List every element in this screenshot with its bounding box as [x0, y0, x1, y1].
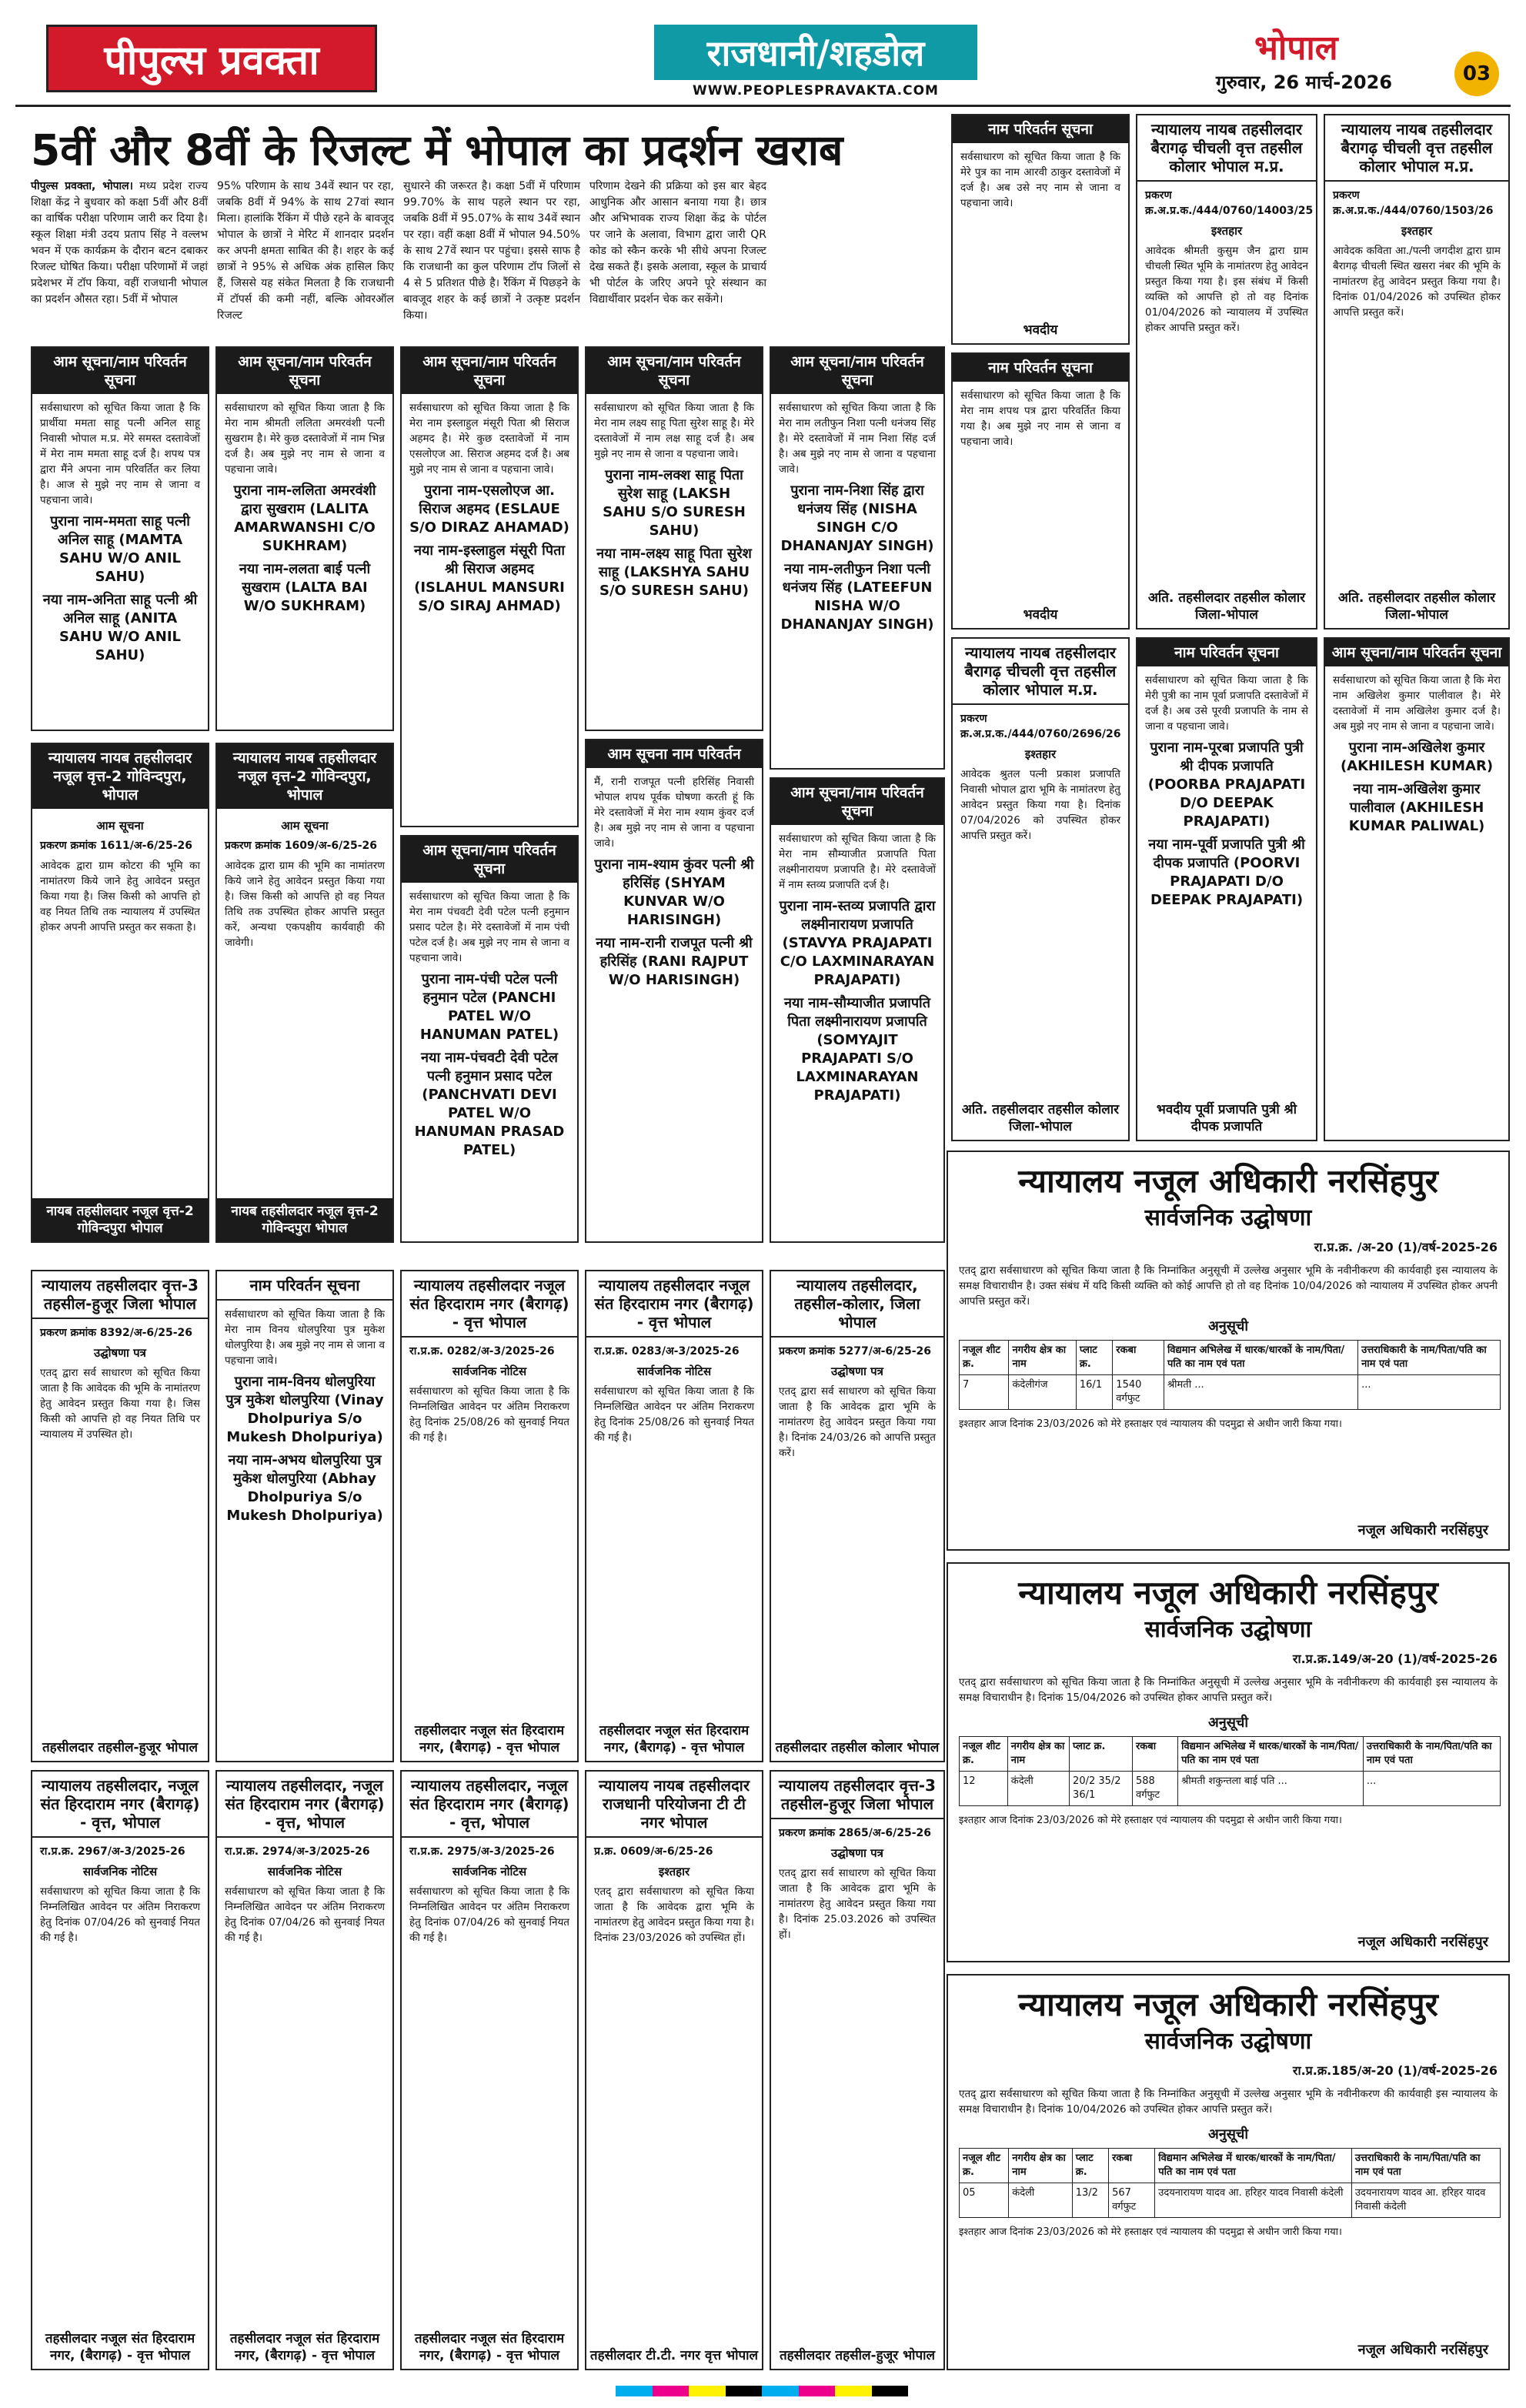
notice-signature: नायब तहसीलदार नजूल वृत्त-2 गोविन्दपुरा भोपाल: [32, 1198, 208, 1241]
notice-signature: तहसीलदार तहसील-हुजूर भोपाल: [771, 2343, 943, 2369]
table-header: नजूल शीट क्र.: [960, 2149, 1009, 2183]
notice-signature: अति. तहसीलदार तहसील कोलार जिला-भोपाल: [1325, 585, 1508, 628]
old-name: पुराना नाम-पंची पटेल पत्नी हनुमान पटेल (PANCHI PATEL W/O HANUMAN PATEL): [419, 971, 559, 1043]
notice-heading: नाम परिवर्तन सूचना: [953, 354, 1128, 382]
notice-tehsil: [770, 1770, 945, 2370]
notice-name-change: [951, 114, 1130, 345]
edition-date: गुरुवार, 26 मार्च-2026: [1216, 72, 1393, 93]
notice-signature: तहसीलदार तहसील कोलार भोपाल: [771, 1735, 943, 1761]
notice-title: इश्तहार: [1024, 747, 1057, 761]
notice-title: उद्घोषणा पत्र: [94, 1346, 146, 1360]
notice-heading: न्यायालय तहसीलदार नजूल संत हिरदाराम नगर (बैरागढ़) - वृत्त भोपाल: [586, 1271, 762, 1338]
table-cell: श्रीमती ...: [1164, 1375, 1357, 1410]
notice-body: आवेदक कविता आ./पत्नी जगदीश द्वारा ग्राम बैरागढ़ चीचली स्थित खसरा नंबर की भूमि के नामांतरण हेतु आवेदन प्रस्तुत किया गया है। दिनांक 01/04/2026 को उपस्थित होकर आपत्ति प्रस्तुत करें।: [1333, 245, 1501, 319]
court-title: न्यायालय नजूल अधिकारी नरसिंहपुर: [1018, 1986, 1438, 2023]
story-column-2: 95% परिणाम के साथ 34वें स्थान पर रहा, जबकि 8वीं में 94% के साथ 27वां स्थान मिला। हालांकि रैंकिंग में पीछे रहने के बावजूद भोपाल के छात्रों ने मेरिट में शानदार प्रदर्शन कर अपनी क्षमता साबित की है। शहर के कई छात्रों ने 95% से अधिक अंक हासिल किए हैं, जिससे यह संकेत मिलता है कि राजधानी में टॉपर्स की कमी नहीं, बल्कि ओवरऑल रिजल्ट: [217, 180, 394, 322]
case-number: प्रकरण क्र.अ.प्र.क./444/0760/1503/26: [1333, 189, 1494, 217]
notice-body: सर्वसाधारण को सूचित किया जाता है कि मेरा नाम सौम्याजीत प्रजापति पिता लक्ष्मीनारायण प्रजापति है। मेरे दस्तावेजों में नाम स्तव्य प्रजापति दर्ज है।: [779, 833, 936, 891]
notice-heading: न्यायालय नायब तहसीलदार बैरागढ़ चीचली वृत्त तहसील कोलार भोपाल म.प्र.: [1325, 115, 1508, 182]
table-header: उत्तराधिकारी के नाम/पिता/पति का नाम एवं पता: [1358, 1341, 1501, 1375]
notice-body: सर्वसाधारण को सूचित किया जाता है कि मेरा नाम लतीफुन निशा पत्नी धनंजय सिंह है। मेरे दस्तावेजों में नाम निशा सिंह दर्ज है। अब मुझे नए नाम से जाना व पहचाना जावे।: [779, 402, 936, 476]
table-header: उत्तराधिकारी के नाम/पिता/पति का नाम एवं पता: [1363, 1737, 1500, 1772]
court-notice: [947, 1974, 1510, 2370]
table-cell: 588 वर्गफुट: [1132, 1772, 1177, 1806]
color-swatch: [689, 2386, 726, 2396]
table-cell: ...: [1358, 1375, 1501, 1410]
old-name: पुराना नाम-श्याम कुंवर पत्नी श्री हरिसिंह (SHYAM KUNVAR W/O HARISINGH): [594, 857, 754, 928]
schedule-title: अनुसूची: [1207, 1318, 1248, 1334]
new-name: नया नाम-अखिलेश कुमार पालीवाल (AKHILESH KUMAR PALIWAL): [1348, 781, 1485, 834]
table-header: रकबा: [1113, 1341, 1164, 1375]
color-swatch: [616, 2386, 653, 2396]
court-subtitle: सार्वजनिक उद्घोषणा: [1144, 1616, 1312, 1643]
notice-body: आवेदक श्रुतल पत्नी प्रकाश प्रजापति निवासी भोपाल द्वारा भूमि के नामांतरण हेतु आवेदन प्रस्तुत किया गया है। दिनांक 07/04/2026 को उपस्थित होकर आपत्ति प्रस्तुत करें।: [960, 768, 1120, 842]
table-cell: कंदेली: [1009, 2183, 1072, 2218]
lead-headline: 5वीं और 8वीं के रिजल्ट में भोपाल का प्रदर्शन खराब: [31, 125, 843, 175]
notice-title: सार्वजनिक नोटिस: [452, 1865, 527, 1879]
table-header: विद्यमान अभिलेख में धारक/धारकों के नाम/पिता/पति का नाम एवं पता: [1178, 1737, 1364, 1772]
notice-body: सर्वसाधारण को सूचित किया जाता है कि मेरा नाम अखिलेश कुमार पालीवाल है। मेरे दस्तावेजों में नाम अखिलेश कुमार दर्ज है। अब मुझे नए नाम से जाना व पहचाना जावे।: [1333, 674, 1501, 733]
case-number: रा.प्र.क्र. 0283/अ-3/2025-26: [594, 1345, 740, 1358]
color-swatch: [835, 2386, 872, 2396]
section-title: राजधानी/शहडोल: [654, 25, 977, 80]
case-number: प्र.क्र. 0609/अ-6/25-26: [594, 1845, 713, 1858]
court-footer: इश्तहार आज दिनांक 23/03/2026 को मेरे हस्ताक्षर एवं न्यायालय की पदमुद्रा से अधीन जारी किया गया।: [959, 1815, 1342, 1826]
notice-title: इश्तहार: [1401, 224, 1433, 238]
new-name: नया नाम-ललता बाई पत्नी सुखराम (LALTA BAI W/O SUKHRAM): [239, 561, 371, 614]
notice-name-change: [31, 346, 209, 731]
color-swatch: [653, 2386, 690, 2396]
notice-title: आम सूचना: [96, 819, 144, 833]
notice-heading: न्यायालय तहसीलदार, तहसील-कोलार, जिला भोपाल: [771, 1271, 943, 1338]
notice-title: सार्वजनिक नोटिस: [452, 1364, 527, 1378]
notice-body: एतद् द्वारा सर्व साधारण को सूचित किया जाता है कि आवेदक की भूमि के नामांतरण हेतु आवेदन प्रस्तुत किया गया है। जिस किसी को आपत्ति हो वह नियत तिथि पर न्यायालय में उपस्थित हो।: [40, 1367, 200, 1441]
notice-heading: न्यायालय नायब तहसीलदार बैरागढ़ चीचली वृत्त तहसील कोलार भोपाल म.प्र.: [1137, 115, 1316, 182]
notice-tehsil: [770, 1270, 945, 1762]
table-cell: 7: [960, 1375, 1009, 1410]
old-name: पुराना नाम-पूरबा प्रजापति पुत्री श्री दीपक प्रजापति (POORBA PRAJAPATI D/O DEEPAK PRAJAPATI): [1147, 740, 1306, 830]
table-header: नजूल शीट क्र.: [960, 1737, 1008, 1772]
notice-heading: आम सूचना/नाम परिवर्तन सूचना: [217, 348, 392, 394]
notice-name-change: [951, 352, 1130, 630]
notice-body: सर्वसाधारण को सूचित किया जाता है कि मेरे पुत्र का नाम आरवी ठाकुर दस्तावेजों में दर्ज है। अब उसे नए नाम से जाना व पहचाना जावे।: [960, 151, 1120, 209]
new-name: नया नाम-इस्लाहुल मंसूरी पिता श्री सिराज अहमद (ISLAHUL MANSURI S/O SIRAJ AHMAD): [413, 543, 565, 614]
case-number: रा.प्र.क्र. 0282/अ-3/2025-26: [409, 1345, 555, 1358]
notice-signature: भवदीय पूर्वी प्रजापति पुत्री श्री दीपक प्रजापति: [1137, 1097, 1316, 1140]
notice-body: सर्वसाधारण को सूचित किया जाता है कि मेरा नाम पंचवटी देवी पटेल पत्नी हनुमान प्रसाद पटेल है। मेरे दस्तावेजों में नाम पंची पटेल दर्ज है। अब मुझे नए नाम से जाना व पहचाना जावे।: [409, 890, 569, 964]
table-header: प्लाट क्र.: [1070, 1737, 1133, 1772]
notice-heading: आम सूचना/नाम परिवर्तन सूचना: [1325, 639, 1508, 666]
schedule-title: अनुसूची: [1207, 1715, 1248, 1731]
notice-body: आवेदक श्रीमती कुसुम जैन द्वारा ग्राम चीचली स्थित भूमि के नामांतरण हेतु आवेदन प्रस्तुत किया गया है। इस संबंध में किसी व्यक्ति को आपत्ति हो तो वह दिनांक 01/04/2026 को न्यायालय में उपस्थित होकर आपत्ति प्रस्तुत करें।: [1145, 245, 1308, 334]
table-header: विद्यमान अभिलेख में धारक/धारकों के नाम/पिता/पति का नाम एवं पता: [1155, 2149, 1352, 2183]
table-header: रकबा: [1109, 2149, 1155, 2183]
table-header: उत्तराधिकारी के नाम/पिता/पति का नाम एवं पता: [1351, 2149, 1500, 2183]
notice-heading: नाम परिवर्तन सूचना: [217, 1271, 392, 1301]
table-header-row: [960, 2149, 1501, 2183]
table-header: नगरीय क्षेत्र का नाम: [1009, 1341, 1076, 1375]
notice-name-change: [770, 346, 945, 770]
new-name: नया नाम-अभय धोलपुरिया पुत्र मुकेश धोलपुरिया (Abhay Dholpuriya S/o Mukesh Dholpuriya): [226, 1452, 383, 1524]
table-cell: 567 वर्गफुट: [1109, 2183, 1155, 2218]
old-name: पुराना नाम-एसलोएज आ. सिराज अहमद (ESLAUE S/O DIRAZ AHAMAD): [409, 483, 569, 536]
notice-signature: भवदीय: [953, 317, 1128, 343]
schedule-table: [959, 2148, 1501, 2218]
notice-heading: न्यायालय नायब तहसीलदार राजधानी परियोजना टी टी नगर भोपाल: [586, 1772, 762, 1838]
notice-signature: तहसीलदार नजूल संत हिरदाराम नगर, (बैरागढ़) - वृत्त भोपाल: [586, 1718, 762, 1761]
table-row: [960, 1375, 1501, 1410]
notice-body: आवेदक द्वारा ग्राम कोटरा की भूमि का नामांतरण किये जाने हेतु आवेदन प्रस्तुत किया गया है। जिस किसी को आपत्ति हो वह नियत तिथि तक न्यायालय में उपस्थित होकर अपनी आपत्ति प्रस्तुत कर सकता है।: [40, 860, 200, 933]
court-signature: नजूल अधिकारी नरसिंहपुर: [1357, 1522, 1488, 1538]
case-number: प्रकरण क्रमांक 1611/अ-6/25-26: [40, 840, 193, 852]
old-name: पुराना नाम-निशा सिंह द्वारा धनंजय सिंह (NISHA SINGH C/O DHANANJAY SINGH): [780, 483, 934, 554]
table-cell: 16/1: [1076, 1375, 1112, 1410]
color-swatch: [872, 2386, 909, 2396]
new-name: नया नाम-अनिता साहू पत्नी श्री अनिल साहू (ANITA SAHU W/O ANIL SAHU): [42, 592, 198, 663]
new-name: नया नाम-पूर्वी प्रजापति पुत्री श्री दीपक प्रजापति (POORVI PRAJAPATI D/O DEEPAK PRAJAPATI): [1148, 837, 1305, 908]
court-notice: [947, 1151, 1510, 1551]
table-row: [960, 1772, 1501, 1806]
notice-name-change: [585, 739, 763, 1243]
notice-signature: तहसीलदार टी.टी. नगर वृत्त भोपाल: [586, 2343, 762, 2369]
court-paragraph: एतद् द्वारा सर्वसाधारण को सूचित किया जाता है कि निम्नांकित अनुसूची में उल्लेख अनुसार भूमि के नवीनीकरण की कार्यवाही इस न्यायालय के समक्ष विचाराधीन है। दिनांक 10/04/2026 को उपस्थित होकर आपत्ति प्रस्तुत करें।: [959, 2088, 1498, 2116]
notice-body: सर्वसाधारण को सूचित किया जाता है कि मेरी पुत्री का नाम पूर्वा प्रजापति दस्तावेजों में दर्ज है। अब उसे पूरवी प्रजापति के नाम से जाना व पहचाना जावे।: [1145, 674, 1308, 733]
notice-title: उद्घोषणा पत्र: [831, 1846, 883, 1860]
case-number: प्रकरण क्रमांक 1609/अ-6/25-26: [225, 840, 378, 852]
notice-title: सार्वजनिक नोटिस: [82, 1865, 158, 1879]
notice-heading: न्यायालय तहसीलदार, नजूल संत हिरदाराम नगर (बैरागढ़) - वृत्त, भोपाल: [402, 1772, 577, 1838]
notice-tehsil: [400, 1270, 579, 1762]
table-header: प्लाट क्र.: [1072, 2149, 1108, 2183]
notice-tehsil: [951, 637, 1130, 1141]
notice-heading: आम सूचना/नाम परिवर्तन सूचना: [586, 348, 762, 394]
table-cell: श्रीमती शकुन्तला बाई पति ...: [1178, 1772, 1364, 1806]
table-header-row: [960, 1737, 1501, 1772]
court-subtitle: सार्वजनिक उद्घोषणा: [1144, 2028, 1312, 2055]
notice-heading: न्यायालय तहसीलदार नजूल संत हिरदाराम नगर (बैरागढ़) - वृत्त भोपाल: [402, 1271, 577, 1338]
notice-body: एतद् द्वारा सर्वसाधारण को सूचित किया जाता है कि आवेदक द्वारा भूमि के नामांतरण हेतु आवेदन प्रस्तुत किया गया है। दिनांक 23/03/2026 को उपस्थित हों।: [594, 1885, 754, 1944]
notice-title: इश्तहार: [1210, 224, 1243, 238]
notice-heading: आम सूचना/नाम परिवर्तन सूचना: [402, 837, 577, 883]
story-column-1: [31, 179, 208, 308]
table-cell: 05: [960, 2183, 1009, 2218]
notice-name-change: [215, 1270, 394, 1762]
case-number: रा.प्र.क्र.185/अ-20 (1)/वर्ष-2025-26: [1292, 2063, 1498, 2078]
table-cell: उदयनारायण यादव आ. हरिहर यादव निवासी कंदेली: [1351, 2183, 1500, 2218]
old-name: पुराना नाम-विनय धोलपुरिया पुत्र मुकेश धोलपुरिया (Vinay Dholpuriya S/o Mukesh Dholpuriya): [225, 1374, 384, 1445]
notice-name-change: [1136, 637, 1317, 1141]
notice-body: मैं, रानी राजपूत पत्नी हरिसिंह निवासी भोपाल शपथ पूर्वक घोषणा करती हूं कि मेरे दस्तावेजों में मेरा नाम श्याम कुंवर दर्ज है। अब मुझे नए नाम से जाना व पहचाना जावे।: [594, 776, 754, 850]
notice-heading: न्यायालय तहसीलदार वृत्त-3 तहसील-हुजूर जिला भोपाल: [771, 1772, 943, 1819]
notice-title: उद्घोषणा पत्र: [831, 1364, 883, 1378]
new-name: नया नाम-रानी राजपूत पत्नी श्री हरिसिंह (RANI RAJPUT W/O HARISINGH): [596, 935, 753, 988]
case-number: प्रकरण क्रमांक 8392/अ-6/25-26: [40, 1327, 193, 1339]
table-cell: उदयनारायण यादव आ. हरिहर यादव निवासी कंदेली: [1155, 2183, 1352, 2218]
page-number-badge: 03: [1454, 52, 1499, 96]
case-number: प्रकरण क्र.अ.प्र.क./444/0760/2696/26: [960, 713, 1121, 740]
old-name: पुराना नाम-ममता साहू पत्नी अनिल साहू (MAMTA SAHU W/O ANIL SAHU): [50, 513, 190, 585]
notice-body: आवेदक द्वारा ग्राम की भूमि का नामांतरण किये जाने हेतु आवेदन प्रस्तुत किया गया है। जिस किसी को आपत्ति हो वह नियत तिथि तक उपस्थित होकर आपत्ति प्रस्तुत करें, अन्यथा एकपक्षीय कार्यवाही की जावेगी।: [225, 860, 385, 949]
notice-body: सर्वसाधारण को सूचित किया जाता है कि मेरा नाम लक्ष्य साहू पिता सुरेश साहू है। मेरे दस्तावेजों में नाम लक्ष साहू दर्ज है। अब मुझे नए नाम से जाना व पहचाना जावे।: [594, 402, 754, 460]
notice-signature: नायब तहसीलदार नजूल वृत्त-2 गोविन्दपुरा भोपाल: [217, 1198, 392, 1241]
table-header-row: [960, 1341, 1501, 1375]
table-cell: 13/2: [1072, 2183, 1108, 2218]
notice-tehsil: [1324, 114, 1510, 630]
notice-tehsil: [215, 1770, 394, 2370]
notice-title: सार्वजनिक नोटिस: [267, 1865, 342, 1879]
notice-tehsil: [585, 1770, 763, 2370]
case-number: प्रकरण क्रमांक 5277/अ-6/25-26: [779, 1345, 932, 1358]
notice-heading: आम सूचना नाम परिवर्तन: [586, 740, 762, 768]
table-cell: 12: [960, 1772, 1008, 1806]
old-name: पुराना नाम-अखिलेश कुमार (AKHILESH KUMAR): [1340, 740, 1494, 774]
notice-signature: अति. तहसीलदार तहसील कोलार जिला-भोपाल: [953, 1097, 1128, 1140]
notice-body: सर्वसाधारण को सूचित किया जाता है कि निम्नलिखित आवेदन पर अंतिम निराकरण हेतु दिनांक 07/04/26 को सुनवाई नियत की गई है।: [40, 1885, 200, 1944]
notice-heading: आम सूचना/नाम परिवर्तन सूचना: [402, 348, 577, 394]
old-name: पुराना नाम-लक्श साहू पिता सुरेश साहू (LAKSH SAHU S/O SURESH SAHU): [603, 467, 746, 539]
notice-signature: तहसीलदार नजूल संत हिरदाराम नगर, (बैरागढ़) - वृत्त भोपाल: [217, 2326, 392, 2369]
masthead: [15, 9, 1511, 102]
case-number: रा.प्र.क्र. 2975/अ-3/2025-26: [409, 1845, 555, 1858]
notice-heading: नाम परिवर्तन सूचना: [1137, 639, 1316, 666]
notice-signature: तहसीलदार नजूल संत हिरदाराम नगर, (बैरागढ़) - वृत्त भोपाल: [402, 2326, 577, 2369]
notice-signature: तहसीलदार नजूल संत हिरदाराम नगर, (बैरागढ़) - वृत्त भोपाल: [32, 2326, 208, 2369]
story-text: मध्य प्रदेश राज्य शिक्षा केंद्र ने बुधवार को कक्षा 5वीं और 8वीं का वार्षिक परीक्षा परिणाम जारी कर दिया है। स्कूल शिक्षा मंत्री उदय प्रताप सिंह ने वल्लभ भवन में एक कार्यक्रम के दौरान बटन दबाकर रिजल्ट घोषित किया। परीक्षा परिणामों में जहां प्रदेशभर में टॉप किया, वहीं राजधानी भोपाल का प्रदर्शन औसत रहा। 5वीं में भोपाल: [31, 180, 209, 306]
court-signature: नजूल अधिकारी नरसिंहपुर: [1357, 2342, 1488, 2358]
table-cell: ...: [1363, 1772, 1500, 1806]
table-cell: कंदेली: [1007, 1772, 1069, 1806]
notice-heading: आम सूचना/नाम परिवर्तन सूचना: [771, 348, 943, 394]
court-footer: इश्तहार आज दिनांक 23/03/2026 को मेरे हस्ताक्षर एवं न्यायालय की पदमुद्रा से अधीन जारी किया गया।: [959, 1418, 1342, 1430]
notice-name-change: [770, 777, 945, 1243]
notice-tehsil: [400, 1770, 579, 2370]
court-title: न्यायालय नजूल अधिकारी नरसिंहपुर: [1018, 1574, 1438, 1611]
notice-heading: न्यायालय नायब तहसीलदार नजूल वृत्त-2 गोविन्दपुरा, भोपाल: [32, 744, 208, 809]
divider: [15, 105, 1511, 107]
table-cell: कंदेलीगंज: [1009, 1375, 1076, 1410]
story-column-3: सुधारने की जरूरत है। कक्षा 5वीं में परिणाम 99.70% के साथ पहले स्थान पर रहा, जबकि 8वीं में 95.07% के साथ 34वें स्थान पर रहा। वहीं कक्षा 8वीं में भोपाल 94.50% के साथ 27वें स्थान पर पहुंचा। इससे साफ है कि राजधानी का कुल परिणाम टॉप जिलों से 4 से 5 प्रतिशत पीछे है। रैंकिंग में पिछड़ने के बावजूद शहर के कई छात्रों ने उत्कृष्ट प्रदर्शन किया।: [403, 180, 580, 322]
notice-signature: तहसीलदार तहसील-हुजूर भोपाल: [32, 1735, 208, 1761]
new-name: नया नाम-लतीफुन निशा पत्नी धनंजय सिंह (LATEEFUN NISHA W/O DHANANJAY SINGH): [780, 561, 934, 633]
new-name: नया नाम-सौम्याजीत प्रजापति पिता लक्ष्मीनारायण प्रजापति (SOMYAJIT PRAJAPATI S/O LAXMINARAYAN PRAJAPATI): [784, 995, 930, 1104]
court-paragraph: एतद् द्वारा सर्वसाधारण को सूचित किया जाता है कि निम्नांकित अनुसूची में उल्लेख अनुसार भूमि के नवीनीकरण की कार्यवाही इस न्यायालय के समक्ष विचाराधीन है। उक्त संबंध में यदि किसी व्यक्ति को कोई आपत्ति हो तो वह दिनांक 10/04/2026 को न्यायालय में उपस्थित होकर अपनी आपत्ति प्रस्तुत करें।: [959, 1264, 1498, 1308]
notice-signature: तहसीलदार नजूल संत हिरदाराम नगर, (बैरागढ़) - वृत्त भोपाल: [402, 1718, 577, 1761]
notice-tehsil: [1136, 114, 1317, 630]
notice-name-change: [585, 346, 763, 731]
color-swatch: [799, 2386, 836, 2396]
notice-body: सर्वसाधारण को सूचित किया जाता है कि निम्नलिखित आवेदन पर अंतिम निराकरण हेतु दिनांक 07/04/26 को सुनवाई नियत की गई है।: [225, 1885, 385, 1944]
edition-city: भोपाल: [1254, 28, 1338, 68]
notice-heading: आम सूचना/नाम परिवर्तन सूचना: [771, 779, 943, 825]
dateline: पीपुल्स प्रवक्ता, भोपाल।: [31, 180, 133, 192]
notice-signature: भवदीय: [953, 602, 1128, 628]
old-name: पुराना नाम-ललिता अमरवंशी द्वारा सुखराम (LALITA AMARWANSHI C/O SUKHRAM): [233, 483, 376, 554]
case-number: रा.प्र.क्र.149/अ-20 (1)/वर्ष-2025-26: [1292, 1652, 1498, 1666]
notice-body: सर्वसाधारण को सूचित किया जाता है कि मेरा नाम इस्लाहुल मंसूरी पिता श्री सिराज अहमद है। मेरे कुछ दस्तावेजों में नाम एसलोएज आ. सिराज अहमद दर्ज है। अब मुझे नए नाम से जाना व पहचाना जावे।: [409, 402, 569, 476]
case-number: रा.प्र.क्र. 2967/अ-3/2025-26: [40, 1845, 185, 1858]
schedule-table: [959, 1340, 1501, 1410]
schedule-title: अनुसूची: [1207, 2126, 1248, 2142]
old-name: पुराना नाम-स्तव्य प्रजापति द्वारा लक्ष्मीनारायण प्रजापति (STAVYA PRAJAPATI C/O LAXMINARAYAN PRAJAPATI): [779, 898, 936, 988]
notice-tehsil: [31, 1770, 209, 2370]
notice-title: आम सूचना: [281, 819, 329, 833]
notice-heading: न्यायालय नायब तहसीलदार बैरागढ़ चीचली वृत्त तहसील कोलार भोपाल म.प्र.: [953, 639, 1128, 705]
notice-name-change: [215, 346, 394, 731]
notice-body: सर्वसाधारण को सूचित किया जाता है कि मेरा नाम श्रीमती ललिता अमरवंशी पत्नी सुखराम है। मेरे कुछ दस्तावेजों में नाम भिन्न दर्ज है। अब मुझे नए नाम से जाना व पहचाना जावे।: [225, 402, 385, 476]
case-number: प्रकरण क्र.अ.प्र.क./444/0760/14003/25: [1145, 189, 1314, 217]
schedule-table: [959, 1736, 1501, 1806]
case-number: रा.प्र.क्र. 2974/अ-3/2025-26: [225, 1845, 370, 1858]
notice-heading: न्यायालय नायब तहसीलदार नजूल वृत्त-2 गोविन्दपुरा, भोपाल: [217, 744, 392, 809]
court-paragraph: एतद् द्वारा सर्वसाधारण को सूचित किया जाता है कि निम्नांकित अनुसूची में उल्लेख अनुसार भूमि के नवीनीकरण की कार्यवाही इस न्यायालय के समक्ष विचाराधीन है। दिनांक 15/04/2026 को उपस्थित होकर आपत्ति प्रस्तुत करें।: [959, 1676, 1498, 1704]
notice-body: सर्वसाधारण को सूचित किया जाता है कि मेरा नाम विनय धोलपुरिया पुत्र मुकेश धोलपुरिया है। अब मुझे नए नाम से जाना व पहचाना जावे।: [225, 1308, 385, 1367]
case-number: प्रकरण क्रमांक 2865/अ-6/25-26: [779, 1827, 932, 1839]
new-name: नया नाम-लक्ष्य साहू पिता सुरेश साहू (LAKSHYA SAHU S/O SURESH SAHU): [596, 546, 752, 599]
notice-name-change: [1324, 637, 1510, 1141]
story-column-4: परिणाम देखने की प्रक्रिया को इस बार बेहद आधुनिक और आसान बनाया गया है। छात्र और अभिभावक राज्य शिक्षा केंद्र के पोर्टल पर जाने के अलावा, विभाग द्वारा जारी QR कोड को स्कैन करके भी सीधे अपना रिजल्ट देख सकते हैं। इसके अलावा, स्कूल के प्राचार्य भी पोर्टल के जरिए अपने पूरे संस्थान का विद्यार्थीवार प्रदर्शन चेक कर सकेंगे।: [589, 180, 766, 306]
notice-tehsil: [31, 1270, 209, 1762]
notice-body: सर्वसाधारण को सूचित किया जाता है कि निम्नलिखित आवेदन पर अंतिम निराकरण हेतु दिनांक 07/04/26 को सुनवाई नियत की गई है।: [409, 1885, 569, 1944]
notice-tehsil: [585, 1270, 763, 1762]
table-header: विद्यमान अभिलेख में धारक/धारकों के नाम/पिता/पति का नाम एवं पता: [1164, 1341, 1357, 1375]
case-number: रा.प्र.क्र. /अ-20 (1)/वर्ष-2025-26: [1314, 1240, 1498, 1254]
notice-title: सार्वजनिक नोटिस: [636, 1364, 712, 1378]
notice-name-change: [400, 835, 579, 1243]
notice-body: एतद् द्वारा सर्व साधारण को सूचित किया जाता है कि आवेदक द्वारा भूमि के नामांतरण हेतु आवेदन प्रस्तुत किया गया है। दिनांक 25.03.2026 को उपस्थित हों।: [779, 1867, 936, 1941]
notice-title: इश्तहार: [658, 1865, 690, 1879]
notice-heading: न्यायालय तहसीलदार, नजूल संत हिरदाराम नगर (बैरागढ़) - वृत्त, भोपाल: [32, 1772, 208, 1838]
newspaper-logo: पीपुल्स प्रवक्ता: [46, 25, 377, 92]
notice-heading: न्यायालय तहसीलदार वृत्त-3 तहसील-हुजूर जिला भोपाल: [32, 1271, 208, 1319]
court-subtitle: सार्वजनिक उद्घोषणा: [1144, 1204, 1312, 1231]
table-row: [960, 2183, 1501, 2218]
court-signature: नजूल अधिकारी नरसिंहपुर: [1357, 1934, 1488, 1950]
notice-body: सर्वसाधारण को सूचित किया जाता है कि मेरा नाम शपथ पत्र द्वारा परिवर्तित किया गया है। अब मुझे नए नाम से जाना व पहचाना जावे।: [960, 389, 1120, 448]
table-cell: 1540 वर्गफुट: [1113, 1375, 1164, 1410]
court-title: न्यायालय नजूल अधिकारी नरसिंहपुर: [1018, 1162, 1438, 1200]
notice-body: सर्वसाधारण को सूचित किया जाता है कि निम्नलिखित आवेदन पर अंतिम निराकरण हेतु दिनांक 25/08/26 को सुनवाई नियत की गई है।: [409, 1385, 569, 1444]
notice-heading: न्यायालय तहसीलदार, नजूल संत हिरदाराम नगर (बैरागढ़) - वृत्त, भोपाल: [217, 1772, 392, 1838]
print-color-bar: [616, 2386, 908, 2396]
table-header: रकबा: [1132, 1737, 1177, 1772]
notice-body: सर्वसाधारण को सूचित किया जाता है कि निम्नलिखित आवेदन पर अंतिम निराकरण हेतु दिनांक 25/08/26 को सुनवाई नियत की गई है।: [594, 1385, 754, 1444]
notice-name-change: [400, 346, 579, 827]
website-link[interactable]: WWW.PEOPLESPRAVAKTA.COM: [693, 83, 939, 99]
court-footer: इश्तहार आज दिनांक 23/03/2026 को मेरे हस्ताक्षर एवं न्यायालय की पदमुद्रा से अधीन जारी किया गया।: [959, 2226, 1342, 2238]
notice-body: सर्वसाधारण को सूचित किया जाता है कि प्रार्थीया ममता साहू पत्नी अनिल साहू निवासी भोपाल म.प्र. मेरे समस्त दस्तावेजों में मेरा नाम ममता साहू दर्ज है। शपथ पत्र द्वारा मैंने अपना नाम परिवर्तित कर लिया है। आज से मुझे नए नाम से जाना व पहचाना जावे।: [40, 402, 200, 506]
notice-body: एतद् द्वारा सर्व साधारण को सूचित किया जाता है कि आवेदक द्वारा भूमि के नामांतरण हेतु आवेदन प्रस्तुत किया गया है। दिनांक 24/03/26 को आपत्ति प्रस्तुत करें।: [779, 1385, 936, 1459]
table-header: नजूल शीट क्र.: [960, 1341, 1009, 1375]
notice-heading: नाम परिवर्तन सूचना: [953, 115, 1128, 143]
notice-heading: आम सूचना/नाम परिवर्तन सूचना: [32, 348, 208, 394]
table-header: नगरीय क्षेत्र का नाम: [1009, 2149, 1072, 2183]
color-swatch: [762, 2386, 799, 2396]
notice-tehsil: [31, 743, 209, 1243]
table-header: प्लाट क्र.: [1076, 1341, 1112, 1375]
court-notice: [947, 1562, 1510, 1962]
color-swatch: [726, 2386, 763, 2396]
notice-tehsil: [215, 743, 394, 1243]
table-cell: 20/2 35/2 36/1: [1070, 1772, 1133, 1806]
new-name: नया नाम-पंचवटी देवी पटेल पत्नी हनुमान प्रसाद पटेल (PANCHVATI DEVI PATEL W/O HANUMAN PRASAD PATEL): [414, 1050, 565, 1158]
notice-signature: अति. तहसीलदार तहसील कोलार जिला-भोपाल: [1137, 585, 1316, 628]
table-header: नगरीय क्षेत्र का नाम: [1007, 1737, 1069, 1772]
